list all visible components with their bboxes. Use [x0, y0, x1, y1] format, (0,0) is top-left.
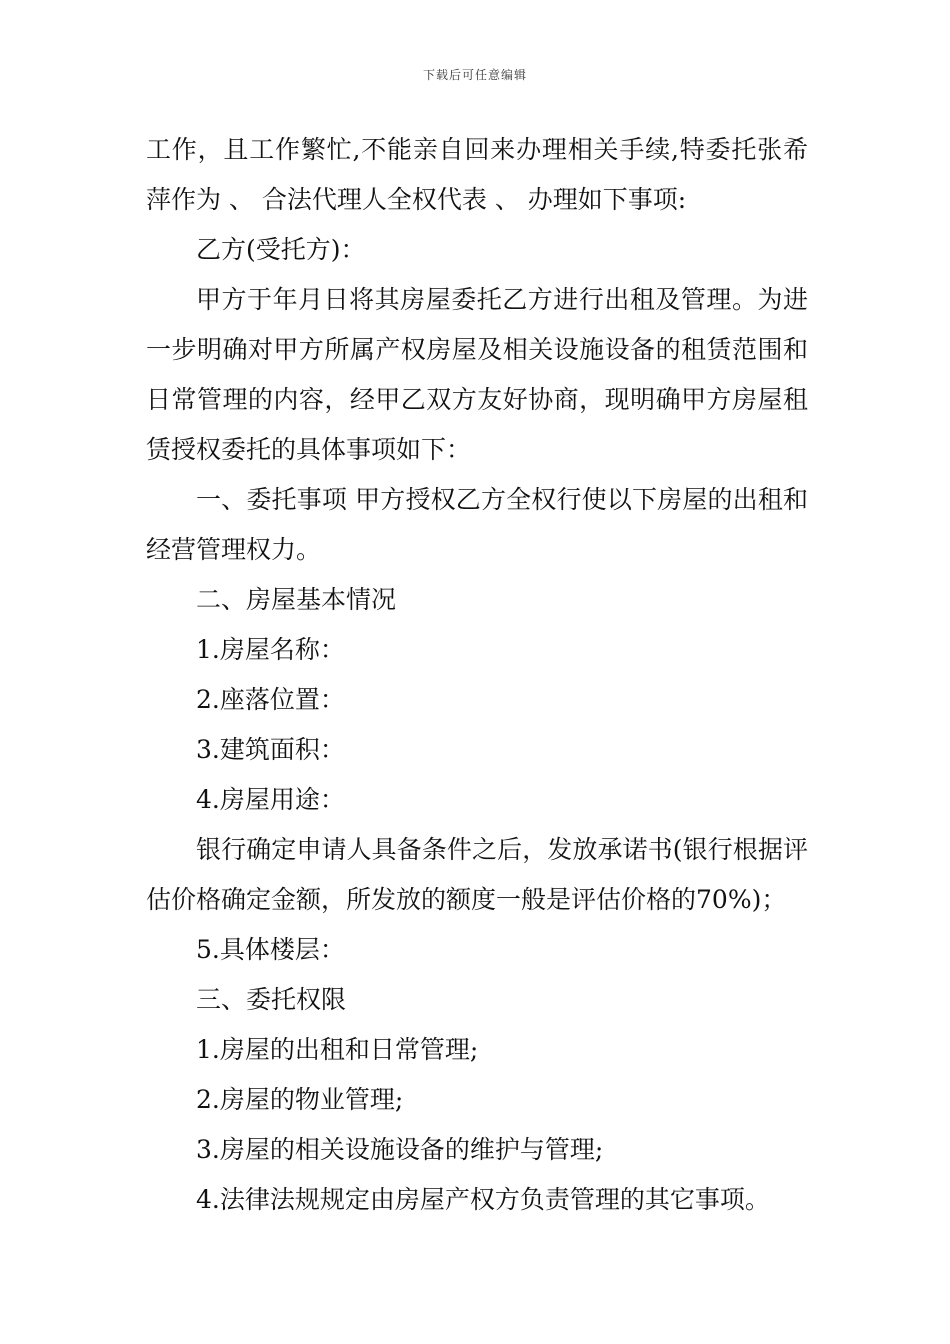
list-item-house-use: 4.房屋用途：: [196, 785, 345, 814]
list-item-property-management: 2.房屋的物业管理;: [196, 1085, 404, 1114]
list-item-facility-maintenance: 3.房屋的相关设施设备的维护与管理;: [196, 1135, 604, 1164]
page-header-note: 下载后可任意编辑: [422, 68, 527, 82]
list-item-floor-area: 3.建筑面积：: [196, 735, 345, 764]
paragraph-agreement-intro: 甲方于年月日将其房屋委托乙方进行出租及管理。为进一步明确对甲方所属产权房屋及相关设施设备的租赁范围和日常管理的内容，经甲乙双方友好协商，现明确甲方房屋租赁授权委托的具体事项如下：: [146, 285, 808, 464]
list-item-location: 2.座落位置：: [196, 685, 345, 714]
paragraph-delegation-intro: 工作，且工作繁忙,不能亲自回来办理相关手续,特委托张希萍作为 、 合法代理人全权代表 、 办理如下事项:: [146, 135, 808, 214]
list-item-house-name: 1.房屋名称：: [196, 635, 345, 664]
section-heading-authority: 三、委托权限: [196, 985, 347, 1014]
section-heading-house-info: 二、房屋基本情况: [196, 585, 397, 614]
list-item-rental-management: 1.房屋的出租和日常管理;: [196, 1035, 479, 1064]
section-heading-entrusted-matters: 一、委托事项 甲方授权乙方全权行使以下房屋的出租和经营管理权力。: [146, 485, 808, 564]
list-item-floor: 5.具体楼层：: [196, 935, 345, 964]
paragraph-bank-commitment: 银行确定申请人具备条件之后，发放承诺书(银行根据评估价格确定金额，所发放的额度一般是评估价格的70%)；: [146, 835, 808, 914]
paragraph-party-b: 乙方(受托方)：: [196, 235, 366, 264]
list-item-other-matters: 4.法律法规规定由房屋产权方负责管理的其它事项。: [196, 1185, 770, 1214]
document-body: [146, 125, 808, 1225]
